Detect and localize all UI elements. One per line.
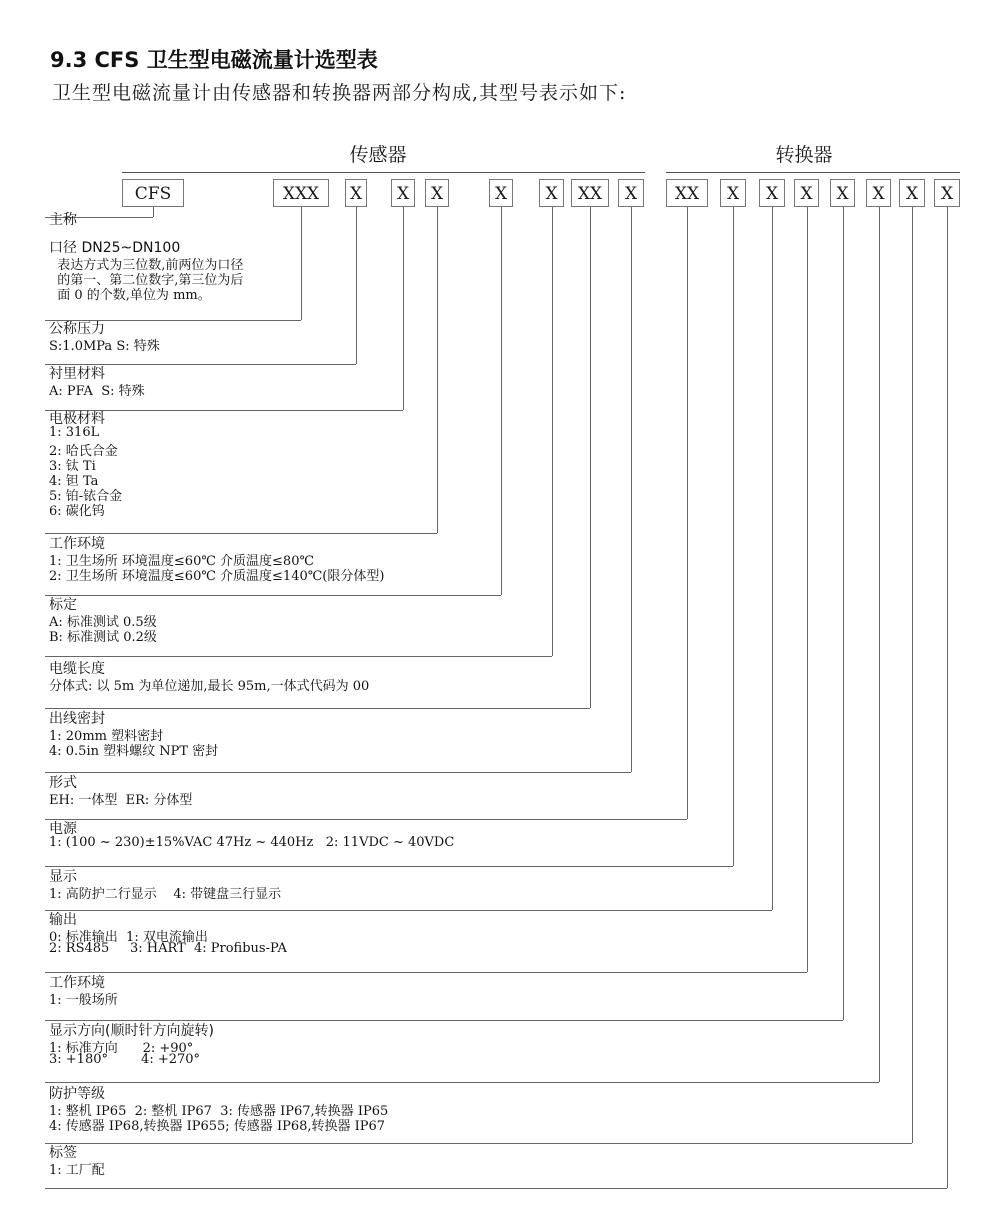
field-option-line: S:1.0MPa S: 特殊 <box>49 339 160 354</box>
field-option-line: 1: 标准方向 2: +90° <box>49 1041 194 1056</box>
converter-group-line <box>666 172 960 173</box>
field-underline <box>45 819 687 820</box>
field-option-line: 1: 316L <box>49 425 100 440</box>
intro-text: 卫生型电磁流量计由传感器和转换器两部分构成,其型号表示如下: <box>52 82 627 104</box>
field-option-line: A: 标准测试 0.5级 <box>49 615 157 630</box>
connector-vertical <box>501 207 502 595</box>
connector-vertical <box>590 207 591 708</box>
field-option-line: 1: 高防护二行显示 4: 带键盘三行显示 <box>49 887 282 902</box>
code-box: X <box>830 179 855 207</box>
field-option-line: 6: 碳化钨 <box>49 504 105 519</box>
field-title: 电极材料 <box>49 411 105 427</box>
field-option-line: 5: 铂-铱合金 <box>49 489 123 504</box>
field-option-line: EH: 一体型 ER: 分体型 <box>49 793 193 808</box>
connector-vertical <box>733 207 734 866</box>
connector-vertical <box>879 207 880 1082</box>
connector-vertical <box>552 207 553 656</box>
field-title: 出线密封 <box>49 711 105 727</box>
code-box: X <box>899 179 925 207</box>
field-option-line: 2: RS485 3: HART 4: Profibus-PA <box>49 941 287 956</box>
code-box: XX <box>571 179 609 207</box>
field-underline <box>45 1188 947 1189</box>
field-title: 显示 <box>49 869 77 885</box>
field-option-line: A: PFA S: 特殊 <box>49 384 145 399</box>
field-title: 口径 DN25~DN100 <box>49 240 181 256</box>
field-option-line: 4: 传感器 IP68,转换器 IP655; 传感器 IP68,转换器 IP67 <box>49 1119 386 1134</box>
field-title: 工作环境 <box>49 536 105 552</box>
field-underline <box>45 772 631 773</box>
field-option-line: 3: 钛 Ti <box>49 459 96 474</box>
code-box: X <box>425 179 449 207</box>
converter-group-label: 转换器 <box>775 144 833 166</box>
field-underline <box>45 656 552 657</box>
connector-vertical <box>947 207 948 1188</box>
code-box: X <box>720 179 746 207</box>
code-box: X <box>539 179 564 207</box>
field-option-line: 1: 一般场所 <box>49 993 118 1008</box>
field-option-line: 4: 钽 Ta <box>49 474 99 489</box>
connector-vertical <box>403 207 404 410</box>
field-option-line: 4: 0.5in 塑料螺纹 NPT 密封 <box>49 744 219 759</box>
field-title: 衬里材料 <box>49 366 105 382</box>
code-box: XXX <box>273 179 329 207</box>
field-title: 主称 <box>49 212 77 228</box>
field-underline <box>45 1143 912 1144</box>
field-title: 电缆长度 <box>49 661 105 677</box>
code-box: X <box>866 179 891 207</box>
field-option-line: 1: (100 ~ 230)±15%VAC 47Hz ~ 440Hz 2: 11VDC ~ 40VDC <box>49 835 455 850</box>
connector-vertical <box>843 207 844 1020</box>
sensor-group-label: 传感器 <box>349 144 407 166</box>
code-box: X <box>934 179 960 207</box>
field-underline <box>45 910 772 911</box>
connector-vertical <box>807 207 808 972</box>
code-box: X <box>618 179 644 207</box>
connector-vertical <box>772 207 773 910</box>
connector-vertical <box>631 207 632 772</box>
field-option-line: 2: 哈氏合金 <box>49 444 118 459</box>
code-box: CFS <box>122 179 184 207</box>
field-title: 防护等级 <box>49 1086 105 1102</box>
field-option-line: 1: 卫生场所 环境温度≤60℃ 介质温度≤80℃ <box>49 554 315 569</box>
field-title: 标定 <box>49 597 77 613</box>
code-box: XX <box>666 179 708 207</box>
connector-vertical <box>687 207 688 819</box>
field-option-line: B: 标准测试 0.2级 <box>49 630 157 645</box>
field-option-line: 1: 20mm 塑料密封 <box>49 729 164 744</box>
field-title: 电源 <box>49 821 77 837</box>
field-title: 公称压力 <box>49 321 105 337</box>
field-option-line: 分体式: 以 5m 为单位递加,最长 95m,一体式代码为 00 <box>49 679 370 694</box>
field-option-line: 2: 卫生场所 环境温度≤60℃ 介质温度≤140℃(限分体型) <box>49 569 385 584</box>
field-title: 显示方向(顺时针方向旋转) <box>49 1023 214 1039</box>
field-underline <box>45 595 501 596</box>
field-underline <box>45 1082 879 1083</box>
connector-vertical <box>912 207 913 1143</box>
field-option-line: 0: 标准输出 1: 双电流输出 <box>49 930 208 945</box>
field-title: 标签 <box>49 1145 77 1161</box>
field-option-line: 1: 整机 IP65 2: 整机 IP67 3: 传感器 IP67,转换器 IP65 <box>49 1104 389 1119</box>
connector-vertical <box>301 207 302 320</box>
code-box: X <box>794 179 819 207</box>
code-box: X <box>345 179 367 207</box>
code-box: X <box>759 179 785 207</box>
page-heading: 9.3 CFS 卫生型电磁流量计选型表 <box>50 48 378 72</box>
field-option-line: 3: +180° 4: +270° <box>49 1052 201 1067</box>
connector-vertical <box>356 207 357 364</box>
field-underline <box>45 866 733 867</box>
field-underline <box>45 708 590 709</box>
field-option-line: 的第一、第二位数字,第三位为后 <box>49 273 244 288</box>
field-title: 形式 <box>49 775 77 791</box>
connector-vertical <box>437 207 438 533</box>
field-option-line: 表达方式为三位数,前两位为口径 <box>49 258 244 273</box>
connector-vertical <box>153 207 154 217</box>
field-option-line: 1: 工厂配 <box>49 1163 105 1178</box>
field-title: 工作环境 <box>49 975 105 991</box>
code-box: X <box>391 179 415 207</box>
field-underline <box>45 972 807 973</box>
field-option-line: 面 0 的个数,单位为 mm。 <box>49 288 211 303</box>
sensor-group-line <box>122 172 645 173</box>
code-box: X <box>489 179 513 207</box>
field-title: 输出 <box>49 912 77 928</box>
